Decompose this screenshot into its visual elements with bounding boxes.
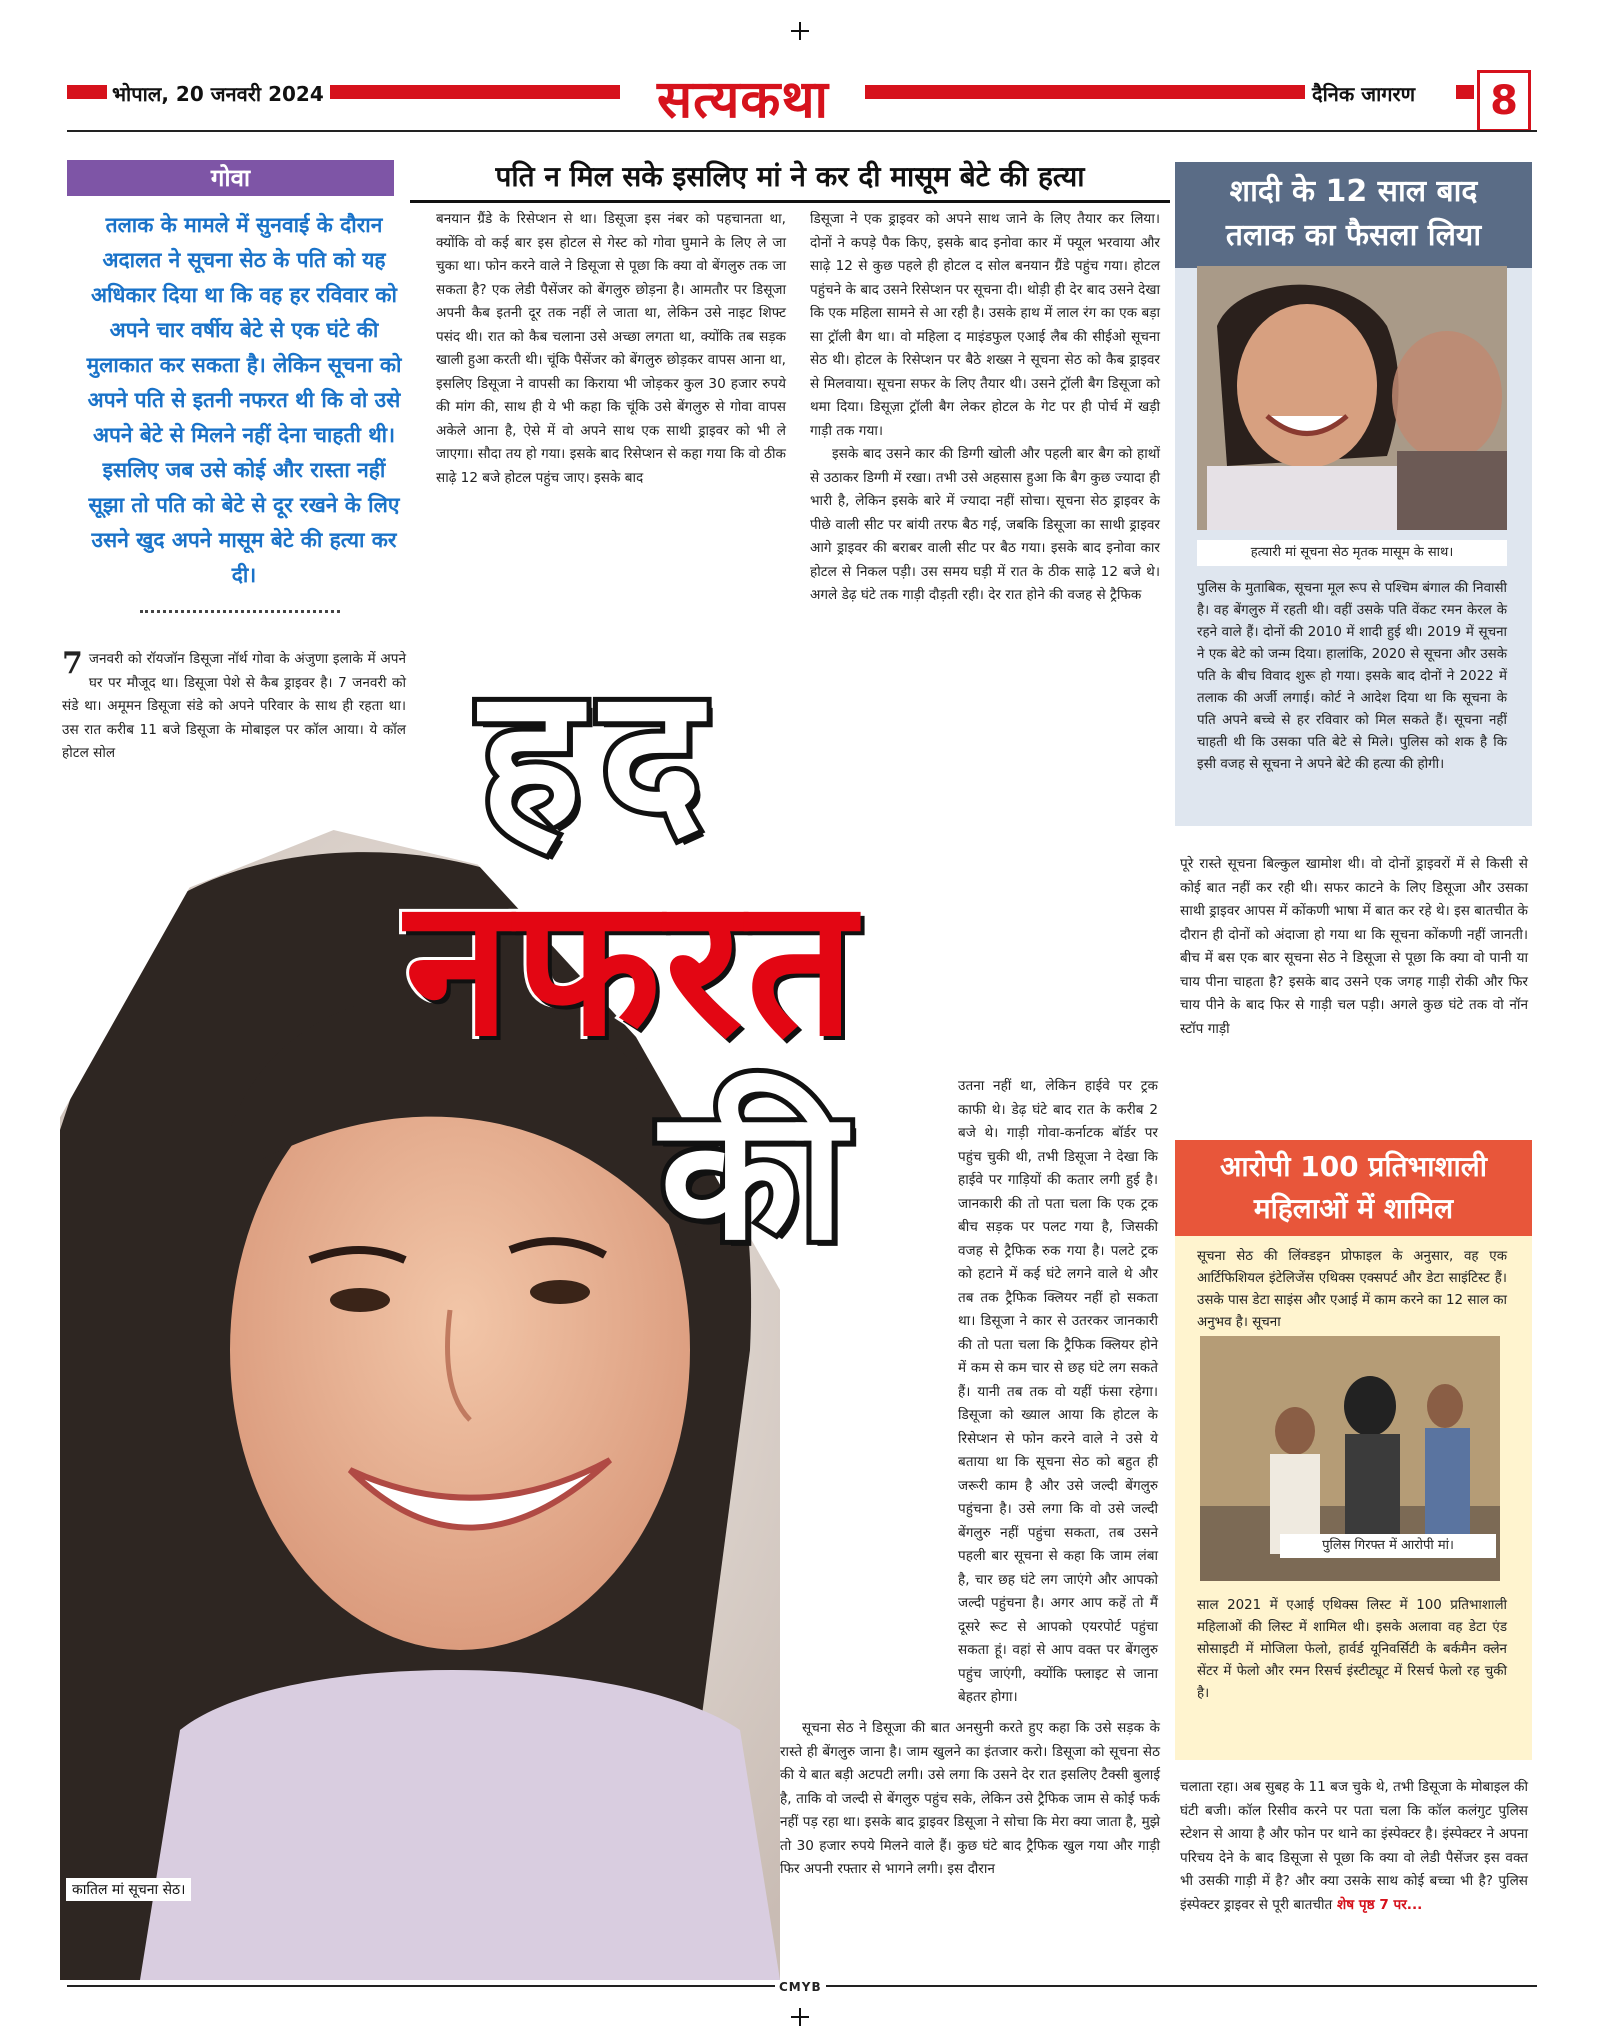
main-headline: पति न मिल सके इसलिए मां ने कर दी मासूम बेटे की हत्या [495,160,1085,193]
registration-mark-top [791,22,809,40]
intro-summary: तलाक के मामले में सुनवाई के दौरान अदालत ने सूचना सेठ के पति को यह अधिकार दिया था कि वह हर रविवार को अपने चार वर्षीय बेटे से एक घंटे की मुलाकात कर सकता है। लेकिन सूचना को अपने पति से इतनी नफरत थी कि वो उसे अपने बेटे से मिलने नहीं देना चाहती थी। इसलिए जब उसे कोई और रास्ता नहीं सूझा तो पति को बेटे से दूर रखने के लिए उसने खुद अपने मासूम बेटे की हत्या कर दी। [86,213,402,587]
big-title-line-3: की [660,1071,845,1280]
col1-paragraph: जनवरी को रॉयजॉन डिसूजा नॉर्थ गोवा के अंजुणा इलाके में अपने घर पर मौजूद था। डिसूजा पेशे से कैब ड्राइवर है। 7 जनवरी को संडे था। अमूमन डिसूजा संडे को अपने परिवार के साथ ही रहता था। उस रात करीब 11 बजे डिसूजा के मोबाइल पर कॉल आया। ये कॉल होटल सोल [62,651,406,761]
col4-paragraph-2: चलाता रहा। अब सुबह के 11 बज चुके थे, तभी डिसूजा के मोबाइल की घंटी बजी। कॉल रिसीव करने पर पता चला कि कॉल कलंगुट पुलिस स्टेशन से आया है और फोन पर थाने का इंस्पेक्टर है। इंस्पेक्टर ने अपना परिचय देने के बाद डिसूजा से पूछा कि क्या वो लेडी पैसेंजर इस वक्त भी उसकी गाड़ी में है? और क्या उसके साथ कोई बच्चा भी है? पुलिस इंस्पेक्टर ड्राइवर से पूरी बातचीत [1180,1779,1528,1913]
col3-paragraph-2: इसके बाद उसने कार की डिग्गी खोली और पहली बार बैग को हाथों से उठाकर डिग्गी में रखा। तभी उसे अहसास हुआ कि बैग कुछ ज्यादा ही भारी है, लेकिन इसके बारे में ज्यादा नहीं सोचा। सूचना सेठ ड्राइवर के पीछे वाली सीट पर बांयी तरफ बैठ गई, जबकि डिसूजा का साथी ड्राइवर आगे ड्राइवर की बराबर वाली सीट पर बैठ गया। इसके बाद इनोवा कार होटल से निकल पड़ी। उस समय घड़ी में रात के ठीक साढ़े 12 बजे थे। अगले डेढ़ घंटे तक गाड़ी दौड़ती रही। देर रात होने की वजह से ट्रैफिक [810,446,1160,603]
achievements-title-line-2: महिलाओं में शामिल [1253,1192,1454,1225]
mother-child-photo [1197,266,1507,530]
achievements-box-text-2: साल 2021 में एआई एथिक्स लिस्ट में 100 प्रतिभाशाली महिलाओं की लिस्ट में शामिल थी। इसके अलावा वह डेटा एंड सोसाइटी में मोजिला फेलो, हार्वर्ड यूनिवर्सिटी के बर्कमैन क्लेन सेंटर में फेलो और रमन रिसर्च इंस्टीट्यूट में रिसर्च फेलो रह चुकी है। [1197,1598,1507,1701]
arrest-caption: पुलिस गिरफ्त में आरोपी मां। [1280,1534,1496,1558]
masthead-red-bar-left [67,85,107,99]
dropcap: 7 [62,646,83,681]
achievements-box-text-1: सूचना सेठ की लिंक्डइन प्रोफाइल के अनुसार, वह एक आर्टिफिशियल इंटेलिजेंस एथिक्स एक्सपर्ट और डेटा साइंटिस्ट हैं। उसके पास डेटा साइंस और एआई में काम करने का 12 साल का अनुभव है। सूचना [1197,1249,1507,1330]
big-title-line-2: नफरत [405,857,859,1078]
body-column-3-top [810,208,1160,608]
achievements-title-line-1: आरोपी 100 प्रतिभाशाली [1219,1150,1488,1183]
sidebar-box-achievements-title [1175,1140,1532,1236]
body-column-3-mid [958,1075,1158,1710]
cmyb-mark: CMYB [775,1980,826,1994]
body-column-4-bottom [1180,1776,1528,1917]
body-column-3-bottom [780,1717,1160,1882]
registration-mark-bottom [791,2008,809,2026]
intro-divider [140,610,340,613]
city-date: भोपाल, 20 जनवरी 2024 [112,82,324,106]
body-column-2 [436,208,786,490]
mother-child-caption: हत्यारी मां सूचना सेठ मृतक मासूम के साथ। [1197,540,1507,566]
divorce-box-text: पुलिस के मुताबिक, सूचना मूल रूप से पश्चिम बंगाल की निवासी है। वह बेंगलुरु में रहती थी। वहीं उसके पति वेंकट रमन केरल के रहने वाले हैं। दोनों की 2010 में शादी हुई थी। 2019 में सूचना ने एक बेटे को जन्म दिया। हालांकि, 2020 से सूचना और उसके पति के बीच विवाद शुरू हो गया। इसके बाद दोनों ने 2022 में तलाक की अर्जी लगाई। कोर्ट ने आदेश दिया था कि सूचना के पति अपने बच्चे से हर रविवार को मिल सकते हैं। सूचना नहीं चाहती थी कि उसका पति बेटे से मिले। पुलिस को शक है कि इसी वजह से सूचना ने अपने बेटे की हत्या की होगी। [1197,581,1507,772]
location-tag: गोवा [67,160,394,196]
masthead-red-bar-mid-right [865,85,1305,99]
divorce-title-line-1: शादी के 12 साल बाद [1229,174,1478,209]
sidebar-box-divorce-title [1175,162,1532,268]
body-column-4-top [1180,853,1528,1041]
page-number: 8 [1477,70,1531,132]
masthead-red-bar-right [1456,85,1474,99]
section-title: सत्यकथा [656,70,830,130]
col3-paragraph-3: उतना नहीं था, लेकिन हाईवे पर ट्रक काफी थे। डेढ़ घंटे बाद रात के करीब 2 बजे थे। गाड़ी गोवा-कर्नाटक बॉर्डर पर पहुंच चुकी थी, तभी डिसूजा ने देखा कि हाईवे पर गाड़ियों की कतार लगी हुई है। जानकारी की तो पता चला कि एक ट्रक बीच सड़क पर पलट गया है, जिसकी वजह से ट्रैफिक रुक गया है। पलटे ट्रक को हटाने में कई घंटे लगने वाले थे और तब तक ट्रैफिक क्लियर नहीं हो सकता था। डिसूजा ने कार से उतरकर जानकारी की तो पता चला कि ट्रैफिक क्लियर होने में कम से कम चार से छह घंटे लग सकते हैं। यानी तब तक वो यहीं फंसा रहेगा। डिसूजा को ख्याल आया कि होटल के रिसेप्शन से फोन करने वाले ने उसे ये बताया था कि सूचना सेठ को बहुत ही जरूरी काम है और उसे जल्दी बेंगलुरु पहुंचना है। उसे लगा कि वो उसे जल्दी बेंगलुरु नहीं पहुंचा सकता, तब उसने पहली बार सूचना से कहा कि जाम लंबा है, चार छह घंटे लग जाएंगे और आपको जल्दी पहुंचना है। अगर आप कहें तो मैं दूसरे रूट से आपको एयरपोर्ट पहुंचा सकता हूं। वहां से आप वक्त पर बेंगलुरु पहुंच जाएंगी, क्योंकि फ्लाइट से जाना बेहतर होगा। [958,1078,1158,1705]
masthead-rule [67,130,1537,132]
col4-paragraph-1: पूरे रास्ते सूचना बिल्कुल खामोश थी। वो दोनों ड्राइवरों में से किसी से कोई बात नहीं कर रही थी। सफर काटने के लिए डिसूजा और उसका साथी ड्राइवर आपस में कोंकणी भाषा में बात कर रहे थे। इस बातचीत के दौरान ही दोनों को अंदाजा हो गया था कि सूचना कोंकणी नहीं जानती। बीच में बस एक बार सूचना सेठ ने डिसूजा से पूछा कि क्या वो पानी या चाय पीना चाहता है? इसके बाद उसने एक जगह गाड़ी रोकी और फिर चाय पीने के बाद फिर से गाड़ी चल पड़ी। अगले कुछ घंटे तक वो नॉन स्टॉप गाड़ी [1180,856,1528,1037]
mother-child-illustration [1197,266,1507,530]
divorce-title-line-2: तलाक का फैसला लिया [1225,218,1482,253]
col3-paragraph-1: डिसूजा ने एक ड्राइवर को अपने साथ जाने के लिए तैयार कर लिया। दोनों ने कपड़े पैक किए, इसके बाद इनोवा कार में फ्यूल भरवाया और साढ़े 12 से कुछ पहले ही होटल द सोल बनयान ग्रैंडे पहुंच गया। होटल पहुंचने के बाद उसने रिसेप्शन पर सूचना दी। थोड़ी ही देर बाद उसने देखा कि एक महिला सामने से आ रही है। उसके हाथ में लाल रंग का एक बड़ा सा ट्रॉली बैग था। वो महिला द माइंडफुल एआई लैब की सीईओ सूचना सेठ थी। होटल के रिसेप्शन पर बैठे शख्स ने सूचना सेठ को कैब ड्राइवर से मिलवाया। सूचना सफर के लिए तैयार थी। उसने ट्रॉली बैग डिसूजा को थमा दिया। डिसूज़ा ट्रॉली बैग लेकर होटल के गेट पर ही पोर्च में खड़ी गाड़ी तक गया। [810,211,1160,439]
headline-underline [410,200,1170,203]
col2-paragraph: बनयान ग्रैंडे के रिसेप्शन से था। डिसूजा इस नंबर को पहचानता था, क्योंकि वो कई बार इस होटल से गेस्ट को गोवा घुमाने के लिए ले जा चुका था। फोन करने वाले ने डिसूजा से पूछा कि क्या वो बेंगलुरु तक जा सकता है? एक लेडी पैसेंजर को बेंगलुरु छोड़ना है। आमतौर पर डिसूजा अपनी कैब इतनी दूर तक नहीं ले जाता था, लेकिन उसे नाइट शिफ्ट पसंद थी। रात को कैब चलाना उसे अच्छा लगता था, क्योंकि तब सड़क खाली हुआ करती थी। चूंकि पैसेंजर को बेंगलुरु छोड़कर वापस आना था, इसलिए डिसूजा ने वापसी का किराया भी जोड़कर कुल 30 हजार रुपये की मांग की, साथ ही ये भी कहा कि चूंकि उसे बेंगलुरु से गोवा वापस अकेले आना है, ऐसे में वो अपने साथ एक साथी ड्राइवर को भी ले जाएगा। सौदा तय हो गया। इसके बाद रिसेप्शन से कहा गया कि वो ठीक साढ़े 12 बजे होटल पहुंच जाए। इसके बाद [436,211,786,486]
big-title-line-1: हद [480,647,722,868]
photo-caption: कातिल मां सूचना सेठ। [66,1878,191,1901]
col3-paragraph-4: सूचना सेठ ने डिसूजा की बात अनसुनी करते हुए कहा कि उसे सड़क के रास्ते ही बेंगलुरु जाना है। जाम खुलने का इंतजार करो। डिसूजा को सूचना सेठ की ये बात बड़ी अटपटी लगी। उसे लगा कि उसने देर रात इसलिए टैक्सी बुलाई है, ताकि वो जल्दी से बेंगलुरु पहुंच सके, लेकिन उसे ट्रैफिक जाम से कोई फर्क नहीं पड़ रहा था। इसके बाद ड्राइवर डिसूजा ने सोचा कि मेरा क्या जाता है, मुझे तो 30 हजार रुपये मिलने वाले हैं। कुछ घंटे बाद ट्रैफिक खुल गया और गाड़ी फिर अपनी रफ्तार से भागने लगी। इस दौरान [780,1720,1160,1877]
continued-note: शेष पृष्ठ 7 पर... [1332,1896,1423,1913]
body-column-1 [62,648,406,766]
masthead-red-bar-mid-left [330,85,620,99]
newspaper-name: दैनिक जागरण [1312,82,1416,106]
